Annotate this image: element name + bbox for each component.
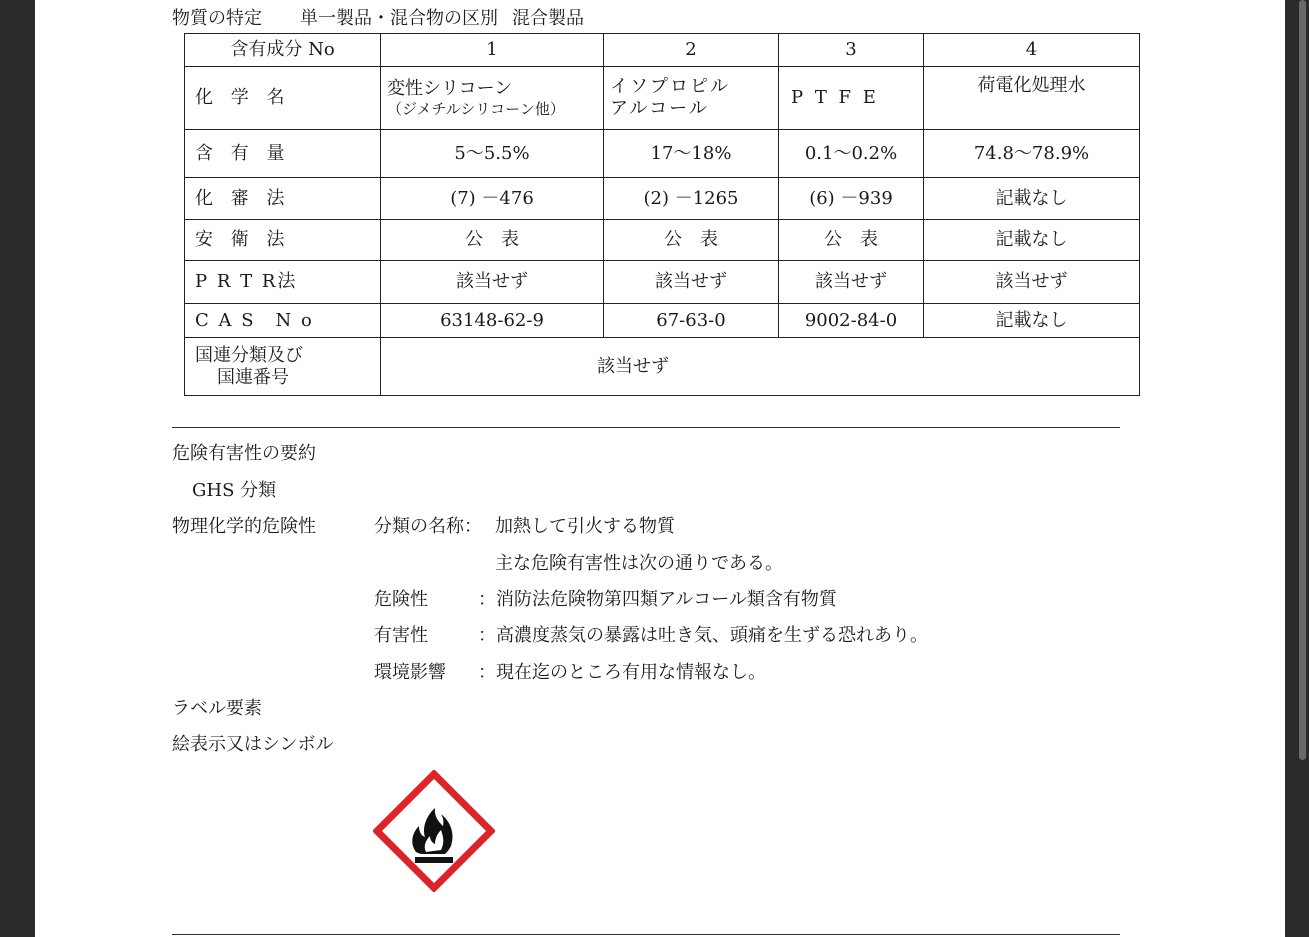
col-header-3: 3 — [779, 34, 924, 67]
main-hazard-note: 主な危険有害性は次の通りである。 — [495, 553, 783, 574]
label-elements-title: ラベル要素 — [172, 698, 262, 719]
mixture-value: 混合製品 — [512, 8, 584, 29]
hazard-summary-title: 危険有害性の要約 — [172, 443, 316, 464]
anei-2: 公 表 — [604, 220, 779, 261]
section-divider — [172, 427, 1120, 428]
table-row — [185, 220, 1140, 261]
prtr-1: 該当せず — [381, 261, 604, 304]
table-row — [185, 304, 1140, 338]
table-row — [185, 178, 1140, 220]
table-row — [185, 67, 1140, 130]
class-name-value: 加熱して引火する物質 — [495, 516, 675, 537]
content-3: 0.1～0.2% — [779, 130, 924, 178]
un-label-line1: 国連分類及び — [195, 344, 303, 366]
harm-value: ：高濃度蒸気の暴露は吐き気、頭痛を生ずる恐れあり。 — [478, 625, 928, 646]
prtr-label: P R T R法 — [185, 261, 381, 304]
prtr-4: 該当せず — [924, 261, 1140, 304]
identification-label: 物質の特定 — [172, 8, 262, 29]
scrollbar-thumb[interactable] — [1299, 0, 1306, 760]
un-value: 該当せず — [381, 338, 1140, 396]
class-name-label: 分類の名称： — [374, 516, 482, 537]
composition-table — [184, 33, 1140, 396]
prtr-2: 該当せず — [604, 261, 779, 304]
anei-3: 公 表 — [779, 220, 924, 261]
chem-name-3: P T F E — [779, 67, 924, 130]
col-header-4: 4 — [924, 34, 1140, 67]
un-label-line2: 国連番号 — [217, 366, 289, 388]
cas-4: 記載なし — [924, 304, 1140, 338]
anei-label: 安 衛 法 — [185, 220, 381, 261]
prtr-3: 該当せず — [779, 261, 924, 304]
component-no-header: 含有成分 No — [185, 34, 381, 67]
chem-name-2-line1: イソプロピル — [610, 76, 730, 98]
bottom-divider — [172, 934, 1120, 935]
cas-1: 63148-62-9 — [381, 304, 604, 338]
physchem-hazard-label: 物理化学的危険性 — [172, 516, 316, 537]
env-label: 環境影響 — [374, 662, 446, 683]
harm-label: 有害性 — [374, 625, 428, 646]
danger-value: ：消防法危険物第四類アルコール類含有物質 — [478, 589, 837, 610]
anei-4: 記載なし — [924, 220, 1140, 261]
kashin-2: (2) －1265 — [604, 178, 779, 220]
anei-1: 公 表 — [381, 220, 604, 261]
content-4: 74.8～78.9% — [924, 130, 1140, 178]
content-1: 5～5.5% — [381, 130, 604, 178]
pictogram-label: 絵表示又はシンボル — [172, 734, 334, 755]
table-header-row — [185, 34, 1140, 67]
content-label: 含 有 量 — [185, 130, 381, 178]
chem-name-1-line1: 変性シリコーン — [387, 78, 513, 100]
table-row — [185, 261, 1140, 304]
table-row — [185, 338, 1140, 396]
chem-name-1 — [381, 67, 604, 130]
chem-name-2 — [604, 67, 779, 130]
env-value: ：現在迄のところ有用な情報なし。 — [478, 662, 766, 683]
cas-label: C A S N o — [185, 304, 381, 338]
chem-name-4: 荷電化処理水 — [924, 67, 1140, 130]
content-2: 17～18% — [604, 130, 779, 178]
kashin-4: 記載なし — [924, 178, 1140, 220]
ghs-classification: GHS 分類 — [192, 480, 277, 501]
substance-identification — [172, 4, 584, 30]
chem-name-2-line2: アルコール — [610, 98, 709, 119]
chem-name-1-line2: （ジメチルシリコーン他） — [387, 99, 565, 118]
kashin-label: 化 審 法 — [185, 178, 381, 220]
un-label — [185, 338, 381, 396]
col-header-2: 2 — [604, 34, 779, 67]
kashin-3: (6) －939 — [779, 178, 924, 220]
cas-3: 9002-84-0 — [779, 304, 924, 338]
kashin-1: (7) －476 — [381, 178, 604, 220]
mixture-distinction-label: 単一製品・混合物の区別 — [300, 8, 498, 29]
col-header-1: 1 — [381, 34, 604, 67]
cas-2: 67-63-0 — [604, 304, 779, 338]
chem-name-label: 化 学 名 — [185, 67, 381, 130]
ghs-flame-icon — [373, 770, 495, 892]
table-row — [185, 130, 1140, 178]
danger-label: 危険性 — [374, 589, 428, 610]
